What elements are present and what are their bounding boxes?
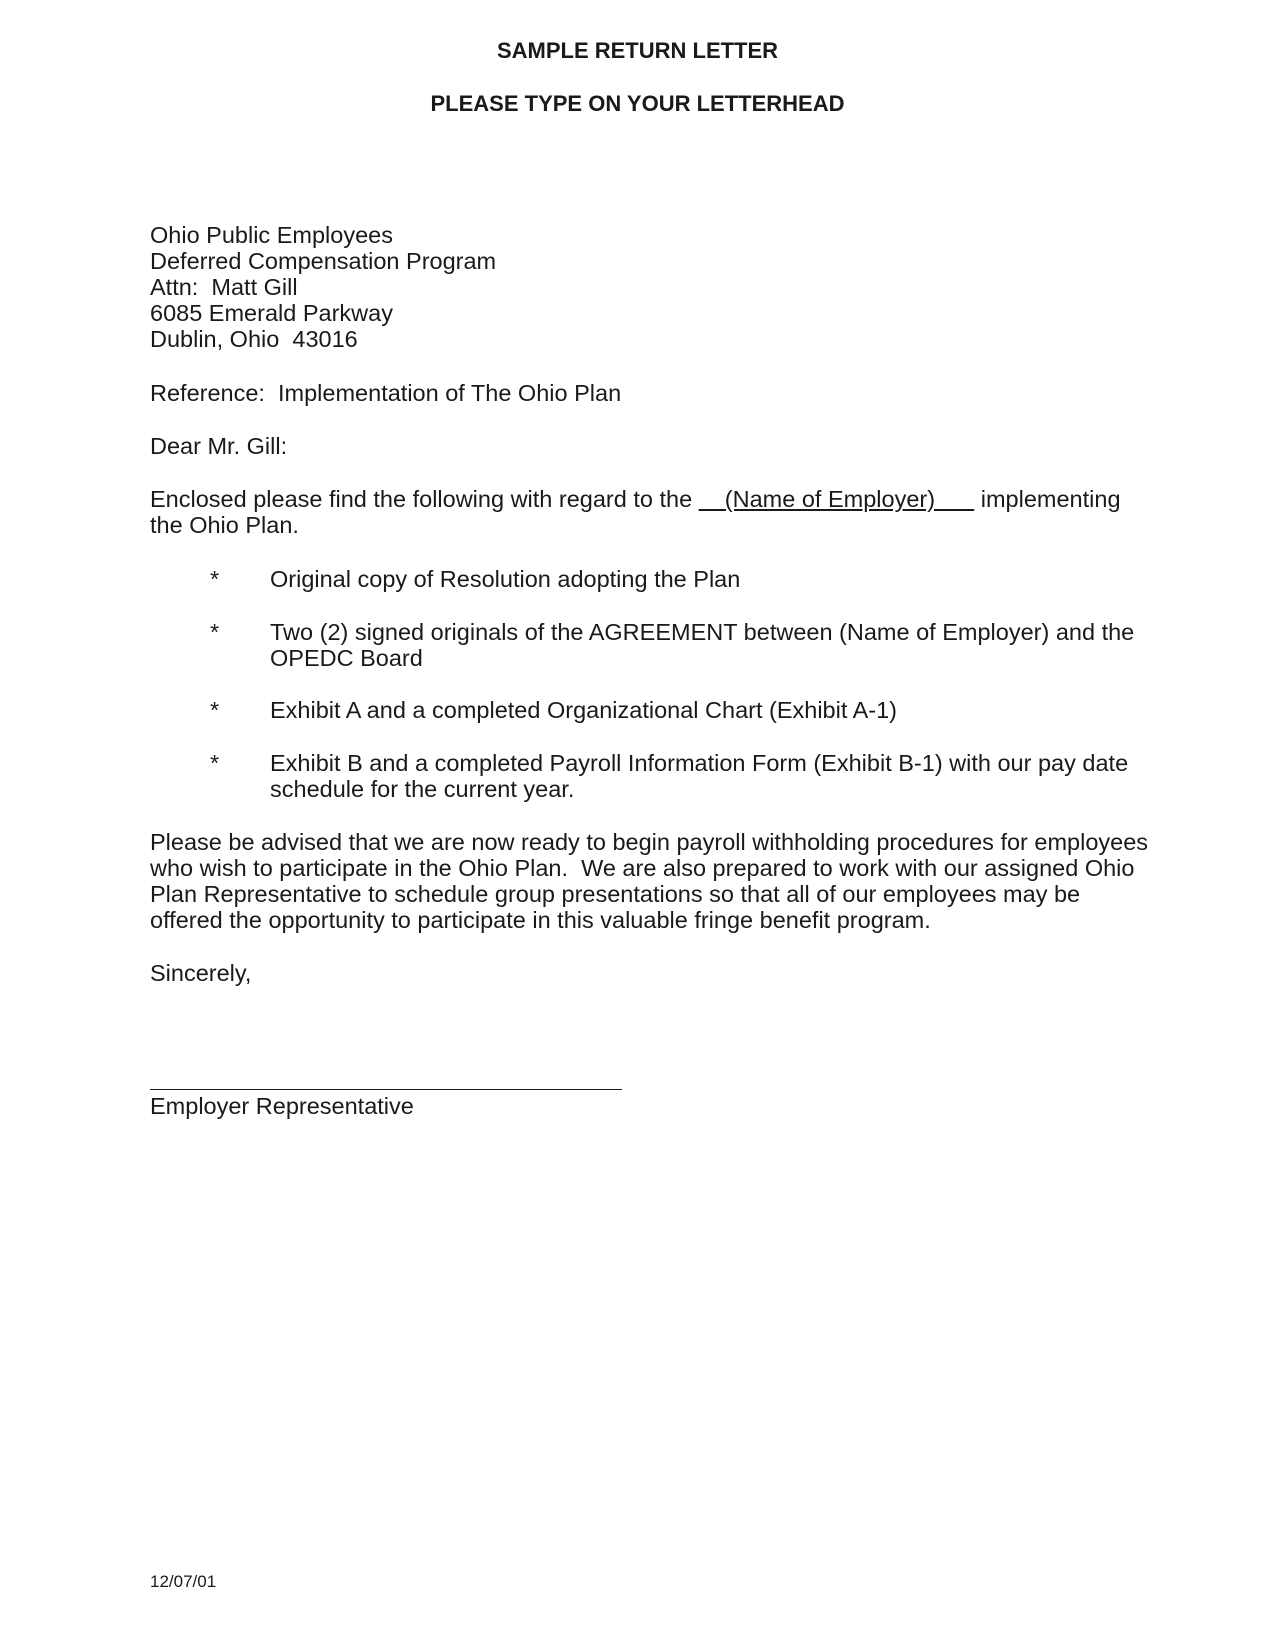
intro-text-before: Enclosed please find the following with regard to the <box>150 486 699 512</box>
employer-name-blank: (Name of Employer) <box>698 486 975 512</box>
enclosure-item-text <box>270 697 1130 723</box>
closing-paragraph <box>150 829 1149 933</box>
footer-date: 12/07/01 <box>150 1572 217 1591</box>
sign-off-text: Sincerely, <box>150 960 252 986</box>
recipient-address <box>150 222 1130 352</box>
bullet-marker: * <box>210 697 220 723</box>
enclosure-line: schedule for the current year. <box>270 776 575 802</box>
enclosure-line: Exhibit A and a completed Organizational Chart (Exhibit A-1) <box>270 697 898 723</box>
intro-paragraph <box>150 486 1130 538</box>
signature-label <box>150 1093 1130 1119</box>
enclosure-item-text <box>270 750 1130 802</box>
intro-line-1 <box>150 486 1130 512</box>
salutation-text: Dear Mr. Gill: <box>150 433 288 459</box>
enclosure-line: Exhibit B and a completed Payroll Information Form (Exhibit B-1) with our pay date <box>270 750 1129 776</box>
address-line-4: 6085 Emerald Parkway <box>150 300 393 326</box>
bullet-marker: * <box>210 566 220 592</box>
sign-off <box>150 960 1130 986</box>
enclosure-item-text <box>270 566 1130 592</box>
closing-line-1: Please be advised that we are now ready to begin payroll withholding procedures for employees <box>150 829 1149 855</box>
enclosure-item-text <box>270 619 1135 671</box>
address-line-3: Attn: Matt Gill <box>150 274 298 300</box>
letter-subtitle: PLEASE TYPE ON YOUR LETTERHEAD <box>430 91 845 116</box>
closing-line-3: Plan Representative to schedule group presentations so that all of our employees may be <box>150 881 1081 907</box>
enclosure-line: Two (2) signed originals of the AGREEMENT between (Name of Employer) and the <box>270 619 1135 645</box>
bullet-marker: * <box>210 750 220 776</box>
address-line-1: Ohio Public Employees <box>150 222 393 248</box>
intro-line-2: the Ohio Plan. <box>150 512 299 538</box>
enclosure-line: Original copy of Resolution adopting the Plan <box>270 566 741 592</box>
reference-text: Reference: Implementation of The Ohio Plan <box>150 380 622 406</box>
bullet-marker: * <box>210 619 220 645</box>
enclosure-line: OPEDC Board <box>270 645 423 671</box>
salutation <box>150 433 1130 459</box>
closing-line-2: who wish to participate in the Ohio Plan. We are also prepared to work with our assigned Ohio <box>150 855 1135 881</box>
signature-line <box>150 1089 622 1090</box>
address-line-5: Dublin, Ohio 43016 <box>150 326 358 352</box>
letter-title: SAMPLE RETURN LETTER <box>496 38 779 63</box>
intro-text-after: implementing <box>974 486 1121 512</box>
address-line-2: Deferred Compensation Program <box>150 248 497 274</box>
signature-label-text: Employer Representative <box>150 1093 414 1119</box>
reference-line <box>150 380 1130 406</box>
closing-line-4: offered the opportunity to participate in this valuable fringe benefit program. <box>150 907 931 933</box>
